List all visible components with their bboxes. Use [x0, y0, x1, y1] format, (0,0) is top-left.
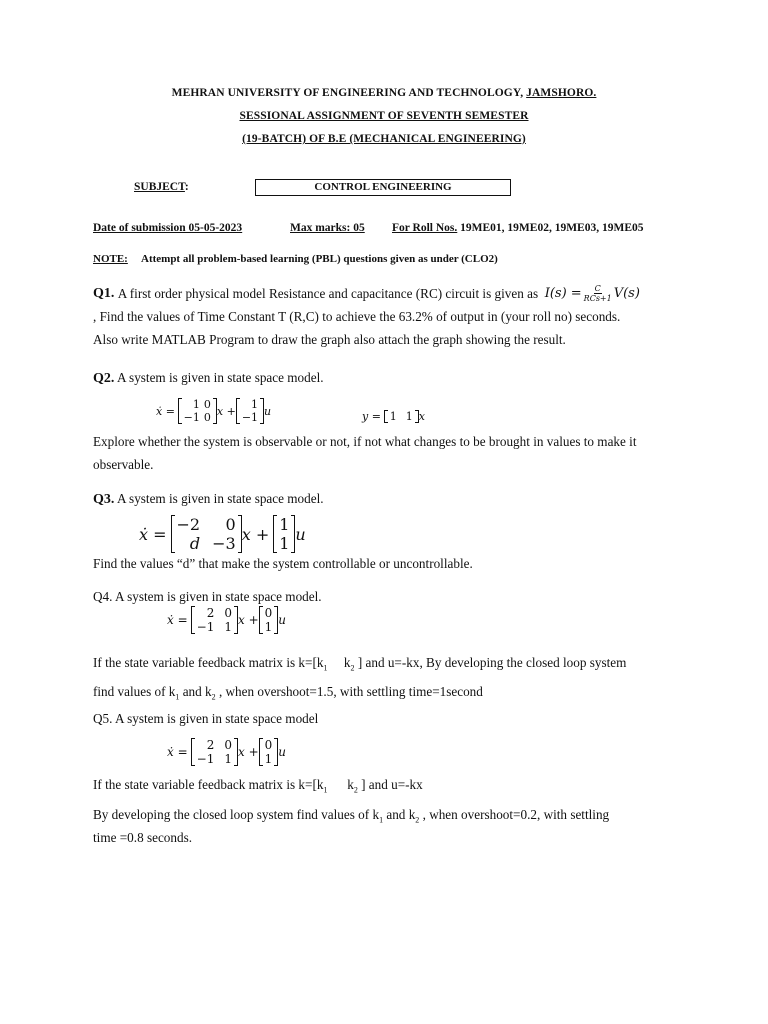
q5-state-equation: ẋ = 2 0 −1 1 x + 0 1 u	[167, 738, 286, 766]
q2-matrix-a: 1 0 −1 0	[178, 398, 217, 424]
roll-numbers: For Roll Nos. 19ME01, 19ME02, 19ME03, 19ME05	[392, 222, 644, 234]
q2-text: Explore whether the system is observable or not, if not what changes to be brought in values to make it observable.	[93, 434, 637, 472]
q4-matrix-b: 0 1	[259, 606, 279, 634]
header-line-3: (19-BATCH) OF B.E (MECHANICAL ENGINEERING)	[242, 133, 526, 145]
header-line-2: SESSIONAL ASSIGNMENT OF SEVENTH SEMESTER	[239, 110, 529, 122]
q3-matrix-b: 1 1	[273, 515, 295, 553]
q5-feedback-text: If the state variable feedback matrix is $k=[k_1$ $k_2$ ] and u=-kx	[93, 777, 423, 795]
note: NOTE: Attempt all problem-based learning (PBL) questions given as under (CLO2)	[93, 253, 498, 265]
q4-matrix-a: 2 0 −1 1	[191, 606, 238, 634]
question-1: Q1. A first order physical model Resistance and capacitance (RC) circuit is given as I(s) = $\frac{C}{\text{RCs+1}}$ V(s) , Find the values of Time Constant T (R,C) to achieve the 63.2% of output in (your roll no) seconds. Also write MATLAB Program to draw the graph also attach the graph showing the result.	[93, 284, 640, 347]
q1-equation-lhs: I(s) =	[544, 286, 582, 301]
subject-box: CONTROL ENGINEERING	[255, 179, 511, 196]
q3-state-equation: ẋ = −2 0 d −3 x + 1 1 u	[139, 515, 306, 553]
max-marks: Max marks: 05	[290, 222, 365, 234]
question-5: Q5. A system is given in state space model	[93, 711, 319, 726]
q5-matrix-b: 0 1	[259, 738, 279, 766]
question-2: Q2. A system is given in state space model.	[93, 370, 324, 386]
question-3: Q3. A system is given in state space model.	[93, 491, 324, 507]
q3-matrix-a: −2 0 d −3	[171, 515, 242, 553]
q4-text: If the state variable feedback matrix is $k=[k_1$ $k_2$ ] and u=-kx, By developing the closed loop system find values of $k_1$ and $k_2$ , when overshoot=1.5, with settling time=1second	[93, 655, 627, 702]
q1-fraction: $\frac{C}{\text{RCs+1}}$	[583, 284, 612, 303]
q2-output-equation: y = 1 1 x	[362, 410, 425, 423]
q2-matrix-c: 1 1	[384, 410, 419, 423]
q5-text: By developing the closed loop system find values of $k_1$ and $k_2$ , when overshoot=0.2, with settling time =0.8 seconds.	[93, 807, 610, 845]
q2-matrix-b: 1 −1	[236, 398, 264, 424]
subject-label: SUBJECT:	[134, 181, 189, 193]
header-city: JAMSHORO.	[526, 87, 597, 99]
q5-matrix-a: 2 0 −1 1	[191, 738, 238, 766]
q3-text: Find the values “d” that make the system controllable or uncontrollable.	[93, 556, 473, 571]
question-4: Q4. A system is given in state space model.	[93, 589, 322, 604]
q4-state-equation: ẋ = 2 0 −1 1 x + 0 1 u	[167, 606, 286, 634]
header-line-1: MEHRAN UNIVERSITY OF ENGINEERING AND TECHNOLOGY, JAMSHORO.	[171, 87, 597, 99]
q2-state-equation: ẋ = 1 0 −1 0 x + 1 −1 u	[156, 398, 272, 424]
submission-date: Date of submission 05-05-2023	[93, 222, 243, 234]
